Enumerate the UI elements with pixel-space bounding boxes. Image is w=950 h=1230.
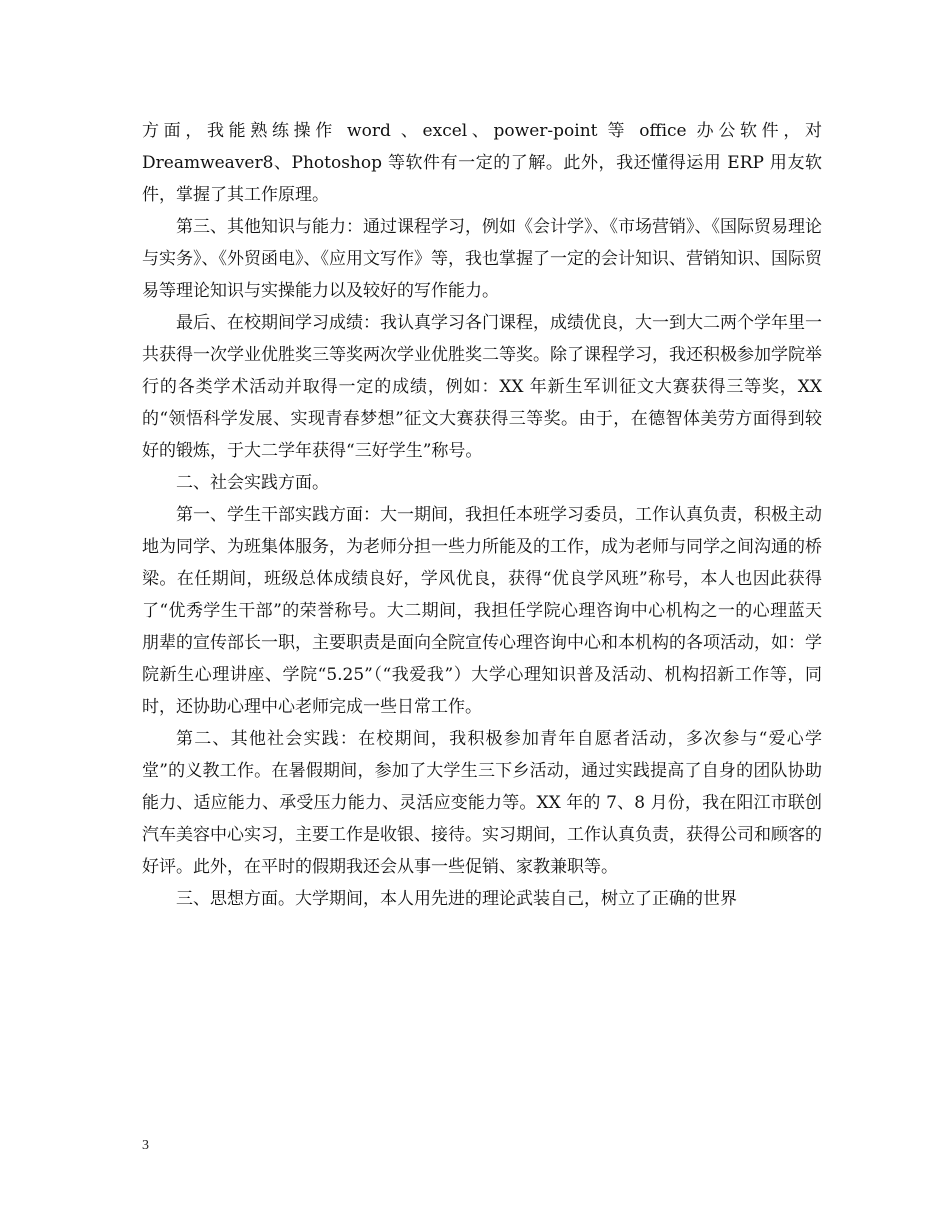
paragraph-software-skills: 方面，我能熟练操作 word 、excel、power-point 等 office 办公软件，对 Dreamweaver8、Photoshop 等软件有一定的了解。此外，我还懂得运用 ERP 用友软件，掌握了其工作原理。	[142, 121, 822, 205]
paragraph-student-cadre: 第一、学生干部实践方面：大一期间，我担任本班学习委员，工作认真负责，积极主动地为同学、为班集体服务，为老师分担一些力所能及的工作，成为老师与同学之间沟通的桥梁。在任期间，班级总体成绩良好，学风优良，获得“优良学风班”称号，本人也因此获得了“优秀学生干部”的荣誉称号。大二期间，我担任学院心理咨询中心机构之一的心理蓝天朋辈的宣传部长一职，主要职责是面向全院宣传心理咨询中心和本机构的各项活动，如：学院新生心理讲座、学院“5.25”（“我爱我”）大学心理知识普及活动、机构招新工作等，同时，还协助心理中心老师完成一些日常工作。	[142, 505, 822, 717]
paragraph-other-knowledge: 第三、其他知识与能力：通过课程学习，例如《会计学》、《市场营销》、《国际贸易理论与实务》、《外贸函电》、《应用文写作》等，我也掌握了一定的会计知识、营销知识、国际贸易等理论知识与实操能力以及较好的写作能力。	[142, 217, 822, 301]
paragraph-other-social-practice: 第二、其他社会实践：在校期间，我积极参加青年自愿者活动，多次参与“爱心学堂”的义教工作。在暑假期间，参加了大学生三下乡活动，通过实践提高了自身的团队协助能力、适应能力、承受压力能力、灵活应变能力等。XX 年的 7、8 月份，我在阳江市联创汽车美容中心实习，主要工作是收银、接待。实习期间，工作认真负责，获得公司和顾客的好评。此外，在平时的假期我还会从事一些促销、家教兼职等。	[142, 729, 822, 877]
section-heading-social-practice: 二、社会实践方面。	[176, 473, 329, 493]
page-number: 3	[142, 1138, 149, 1153]
paragraph-academic-results: 最后、在校期间学习成绩：我认真学习各门课程，成绩优良，大一到大二两个学年里一共获得一次学业优胜奖三等奖两次学业优胜奖二等奖。除了课程学习，我还积极参加学院举行的各类学术活动并取得一定的成绩，例如：XX 年新生军训征文大赛获得三等奖，XX 的“领悟科学发展、实现青春梦想”征文大赛获得三等奖。由于，在德智体美劳方面得到较好的锻炼，于大二学年获得“三好学生”称号。	[142, 313, 822, 461]
document-body	[142, 115, 822, 915]
paragraph-ideology: 三、思想方面。大学期间，本人用先进的理论武装自己，树立了正确的世界	[176, 889, 737, 909]
